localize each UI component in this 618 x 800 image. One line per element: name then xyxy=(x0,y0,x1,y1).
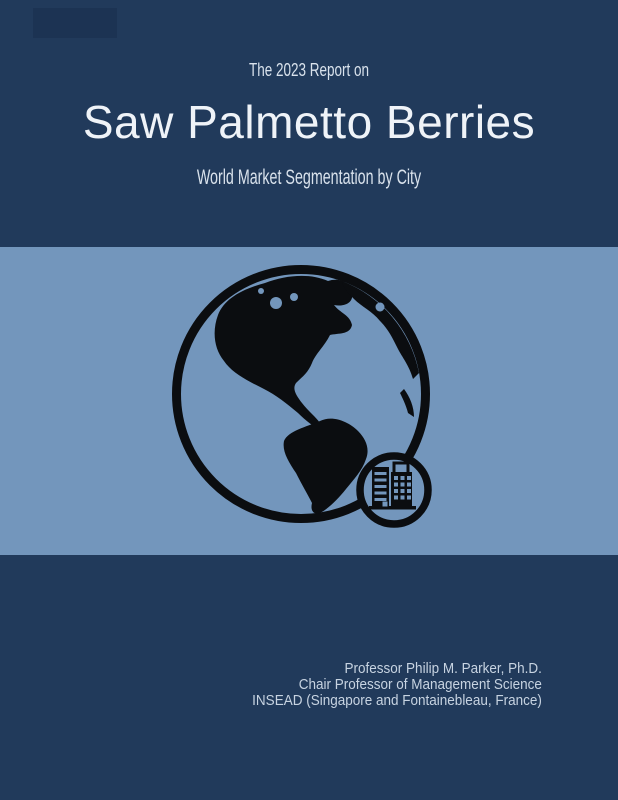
subtitle: World Market Segmentation by City xyxy=(196,166,422,189)
globe-illustration xyxy=(168,261,438,531)
author-block xyxy=(252,661,542,709)
page-title: Saw Palmetto Berries xyxy=(82,96,536,148)
pretitle: The 2023 Report on xyxy=(248,60,370,80)
author-title: Chair Professor of Management Science xyxy=(298,676,542,693)
office-buildings-in-circle-icon xyxy=(360,456,428,524)
author-name: Professor Philip M. Parker, Ph.D. xyxy=(344,660,542,677)
corner-accent-mark xyxy=(33,8,117,38)
globe-americas-icon xyxy=(168,261,438,531)
author-affiliation: INSEAD (Singapore and Fontainebleau, France) xyxy=(252,692,542,709)
